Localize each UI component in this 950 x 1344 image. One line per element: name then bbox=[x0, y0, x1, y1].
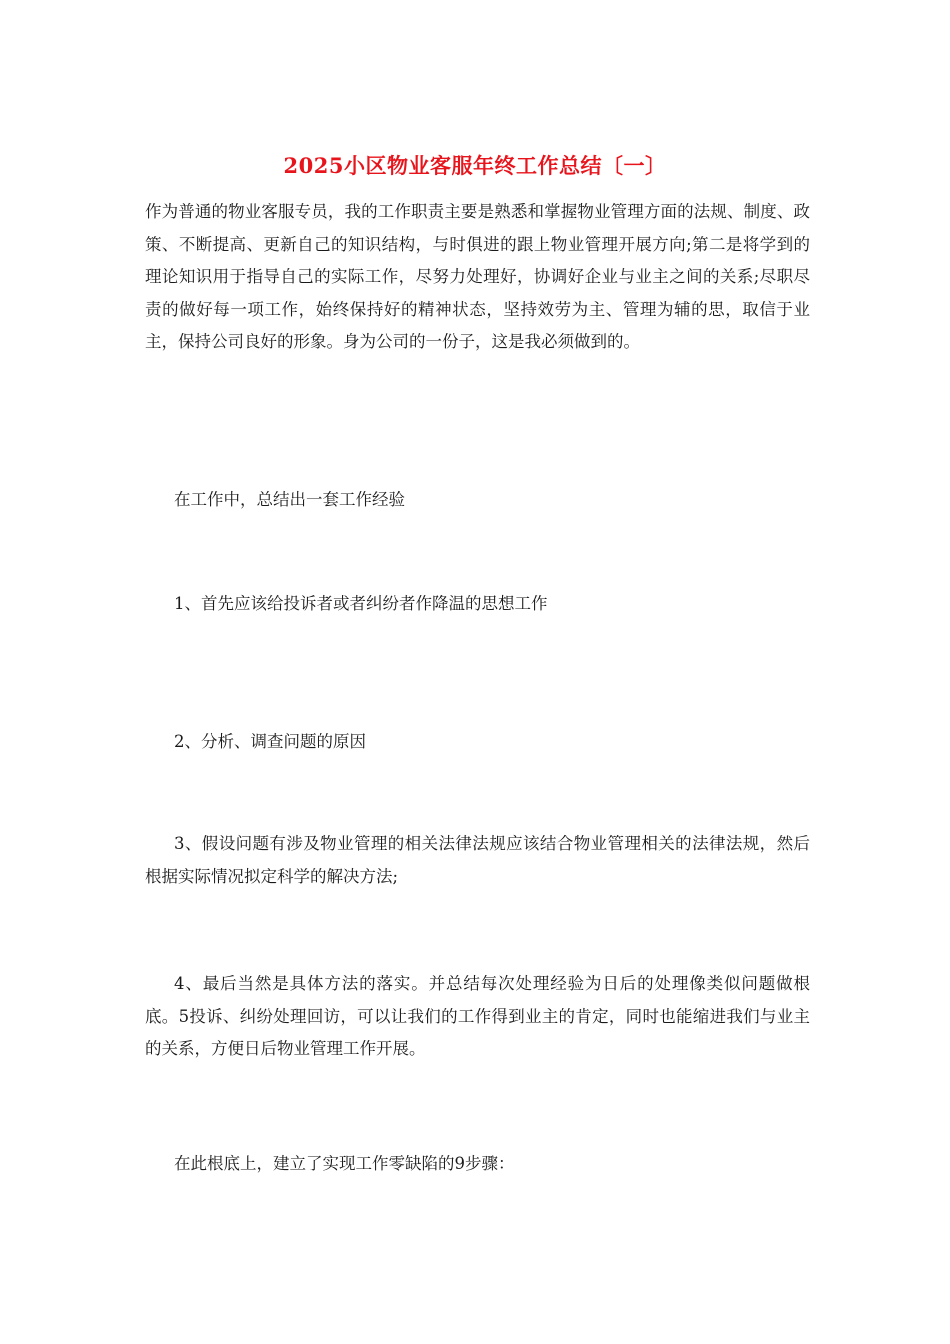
step-2-paragraph: 2、分析、调查问题的原因 bbox=[174, 732, 366, 751]
document-title: 2025小区物业客服年终工作总结〔一〕 bbox=[283, 153, 667, 178]
intro-paragraph: 作为普通的物业客服专员，我的工作职责主要是熟悉和掌握物业管理方面的法规、制度、政策、不断提高、更新自己的知识结构，与时俱进的跟上物业管理开展方向;第二是将学到的理论知识用于指导自己的实际工作，尽努力处理好，协调好企业与业主之间的关系;尽职尽责的做好每一项工作，始终保持好的精神状态，坚持效劳为主、管理为辅的思，取信于业主，保持公司良好的形象。身为公司的一份子，这是我必须做到的。 bbox=[145, 202, 810, 351]
step-1-paragraph: 1、首先应该给投诉者或者纠纷者作降温的思想工作 bbox=[174, 594, 548, 613]
step-3-paragraph: 3、假设问题有涉及物业管理的相关法律法规应该结合物业管理相关的法律法规，然后根据实际情况拟定科学的解决方法; bbox=[145, 834, 810, 886]
zero-defect-intro-paragraph: 在此根底上，建立了实现工作零缺陷的9步骤： bbox=[174, 1154, 515, 1173]
experience-heading-paragraph: 在工作中，总结出一套工作经验 bbox=[174, 490, 405, 509]
step-4-paragraph: 4、最后当然是具体方法的落实。并总结每次处理经验为日后的处理像类似问题做根底。5投诉、纠纷处理回访，可以让我们的工作得到业主的肯定，同时也能缩进我们与业主的关系，方便日后物业管理工作开展。 bbox=[145, 974, 810, 1058]
